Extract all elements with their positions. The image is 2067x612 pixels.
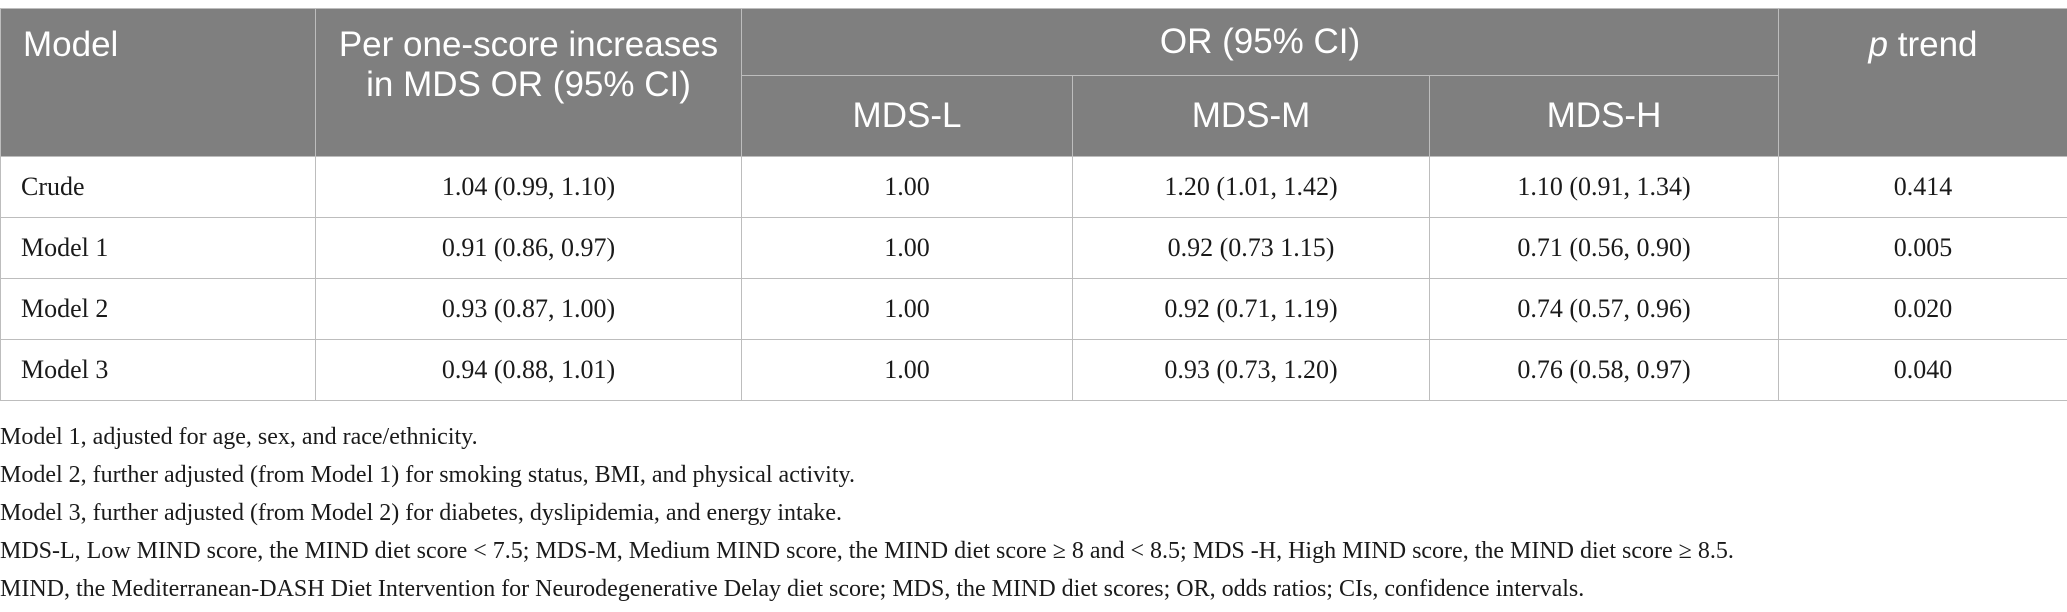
cell-mds-m: 0.92 (0.73 1.15) bbox=[1073, 218, 1430, 279]
table-header bbox=[1, 9, 2067, 157]
cell-mds-l: 1.00 bbox=[742, 218, 1073, 279]
cell-mds-m: 0.92 (0.71, 1.19) bbox=[1073, 279, 1430, 340]
cell-p-trend: 0.040 bbox=[1779, 340, 2067, 401]
header-mds-m: MDS-M bbox=[1073, 76, 1430, 157]
footnote-model-3: Model 3, further adjusted (from Model 2) for diabetes, dyslipidemia, and energy intake. bbox=[0, 500, 842, 526]
cell-p-trend: 0.020 bbox=[1779, 279, 2067, 340]
cell-mds-h: 1.10 (0.91, 1.34) bbox=[1430, 157, 1779, 218]
header-trend-word: trend bbox=[1888, 25, 1978, 64]
results-table-container bbox=[0, 8, 2067, 401]
cell-per-score: 0.94 (0.88, 1.01) bbox=[316, 340, 742, 401]
table-row bbox=[1, 218, 2067, 279]
cell-per-score: 1.04 (0.99, 1.10) bbox=[316, 157, 742, 218]
header-model: Model bbox=[1, 9, 316, 157]
cell-mds-l: 1.00 bbox=[742, 340, 1073, 401]
cell-model: Crude bbox=[1, 157, 316, 218]
cell-per-score: 0.91 (0.86, 0.97) bbox=[316, 218, 742, 279]
cell-mds-h: 0.71 (0.56, 0.90) bbox=[1430, 218, 1779, 279]
table-footnotes bbox=[0, 418, 2067, 608]
header-mds-l: MDS-L bbox=[742, 76, 1073, 157]
cell-mds-l: 1.00 bbox=[742, 279, 1073, 340]
footnote-abbreviations: MIND, the Mediterranean-DASH Diet Intervention for Neurodegenerative Delay diet score; MDS, the MIND diet scores; OR, odds ratios; CIs, confidence intervals. bbox=[0, 576, 1585, 602]
cell-model: Model 3 bbox=[1, 340, 316, 401]
cell-model: Model 1 bbox=[1, 218, 316, 279]
cell-p-trend: 0.005 bbox=[1779, 218, 2067, 279]
cell-mds-h: 0.74 (0.57, 0.96) bbox=[1430, 279, 1779, 340]
table-body bbox=[1, 157, 2067, 401]
header-mds-h: MDS-H bbox=[1430, 76, 1779, 157]
table-row bbox=[1, 157, 2067, 218]
header-p-letter: p bbox=[1868, 25, 1888, 64]
header-or-group: OR (95% CI) bbox=[742, 9, 1779, 76]
cell-p-trend: 0.414 bbox=[1779, 157, 2067, 218]
header-p-trend bbox=[1779, 9, 2067, 157]
table-row bbox=[1, 279, 2067, 340]
cell-mds-m: 1.20 (1.01, 1.42) bbox=[1073, 157, 1430, 218]
cell-mds-h: 0.76 (0.58, 0.97) bbox=[1430, 340, 1779, 401]
cell-per-score: 0.93 (0.87, 1.00) bbox=[316, 279, 742, 340]
footnote-model-1: Model 1, adjusted for age, sex, and race/ethnicity. bbox=[0, 424, 478, 450]
footnote-model-2: Model 2, further adjusted (from Model 1) for smoking status, BMI, and physical activity. bbox=[0, 462, 855, 488]
table-row bbox=[1, 340, 2067, 401]
results-table bbox=[0, 8, 2067, 401]
cell-mds-l: 1.00 bbox=[742, 157, 1073, 218]
footnote-mds-definitions: MDS-L, Low MIND score, the MIND diet score < 7.5; MDS-M, Medium MIND score, the MIND diet score ≥ 8 and < 8.5; MDS -H, High MIND score, the MIND diet score ≥ 8.5. bbox=[0, 538, 1734, 564]
cell-mds-m: 0.93 (0.73, 1.20) bbox=[1073, 340, 1430, 401]
cell-model: Model 2 bbox=[1, 279, 316, 340]
header-per-score: Per one-score increases in MDS OR (95% CI) bbox=[316, 9, 742, 157]
